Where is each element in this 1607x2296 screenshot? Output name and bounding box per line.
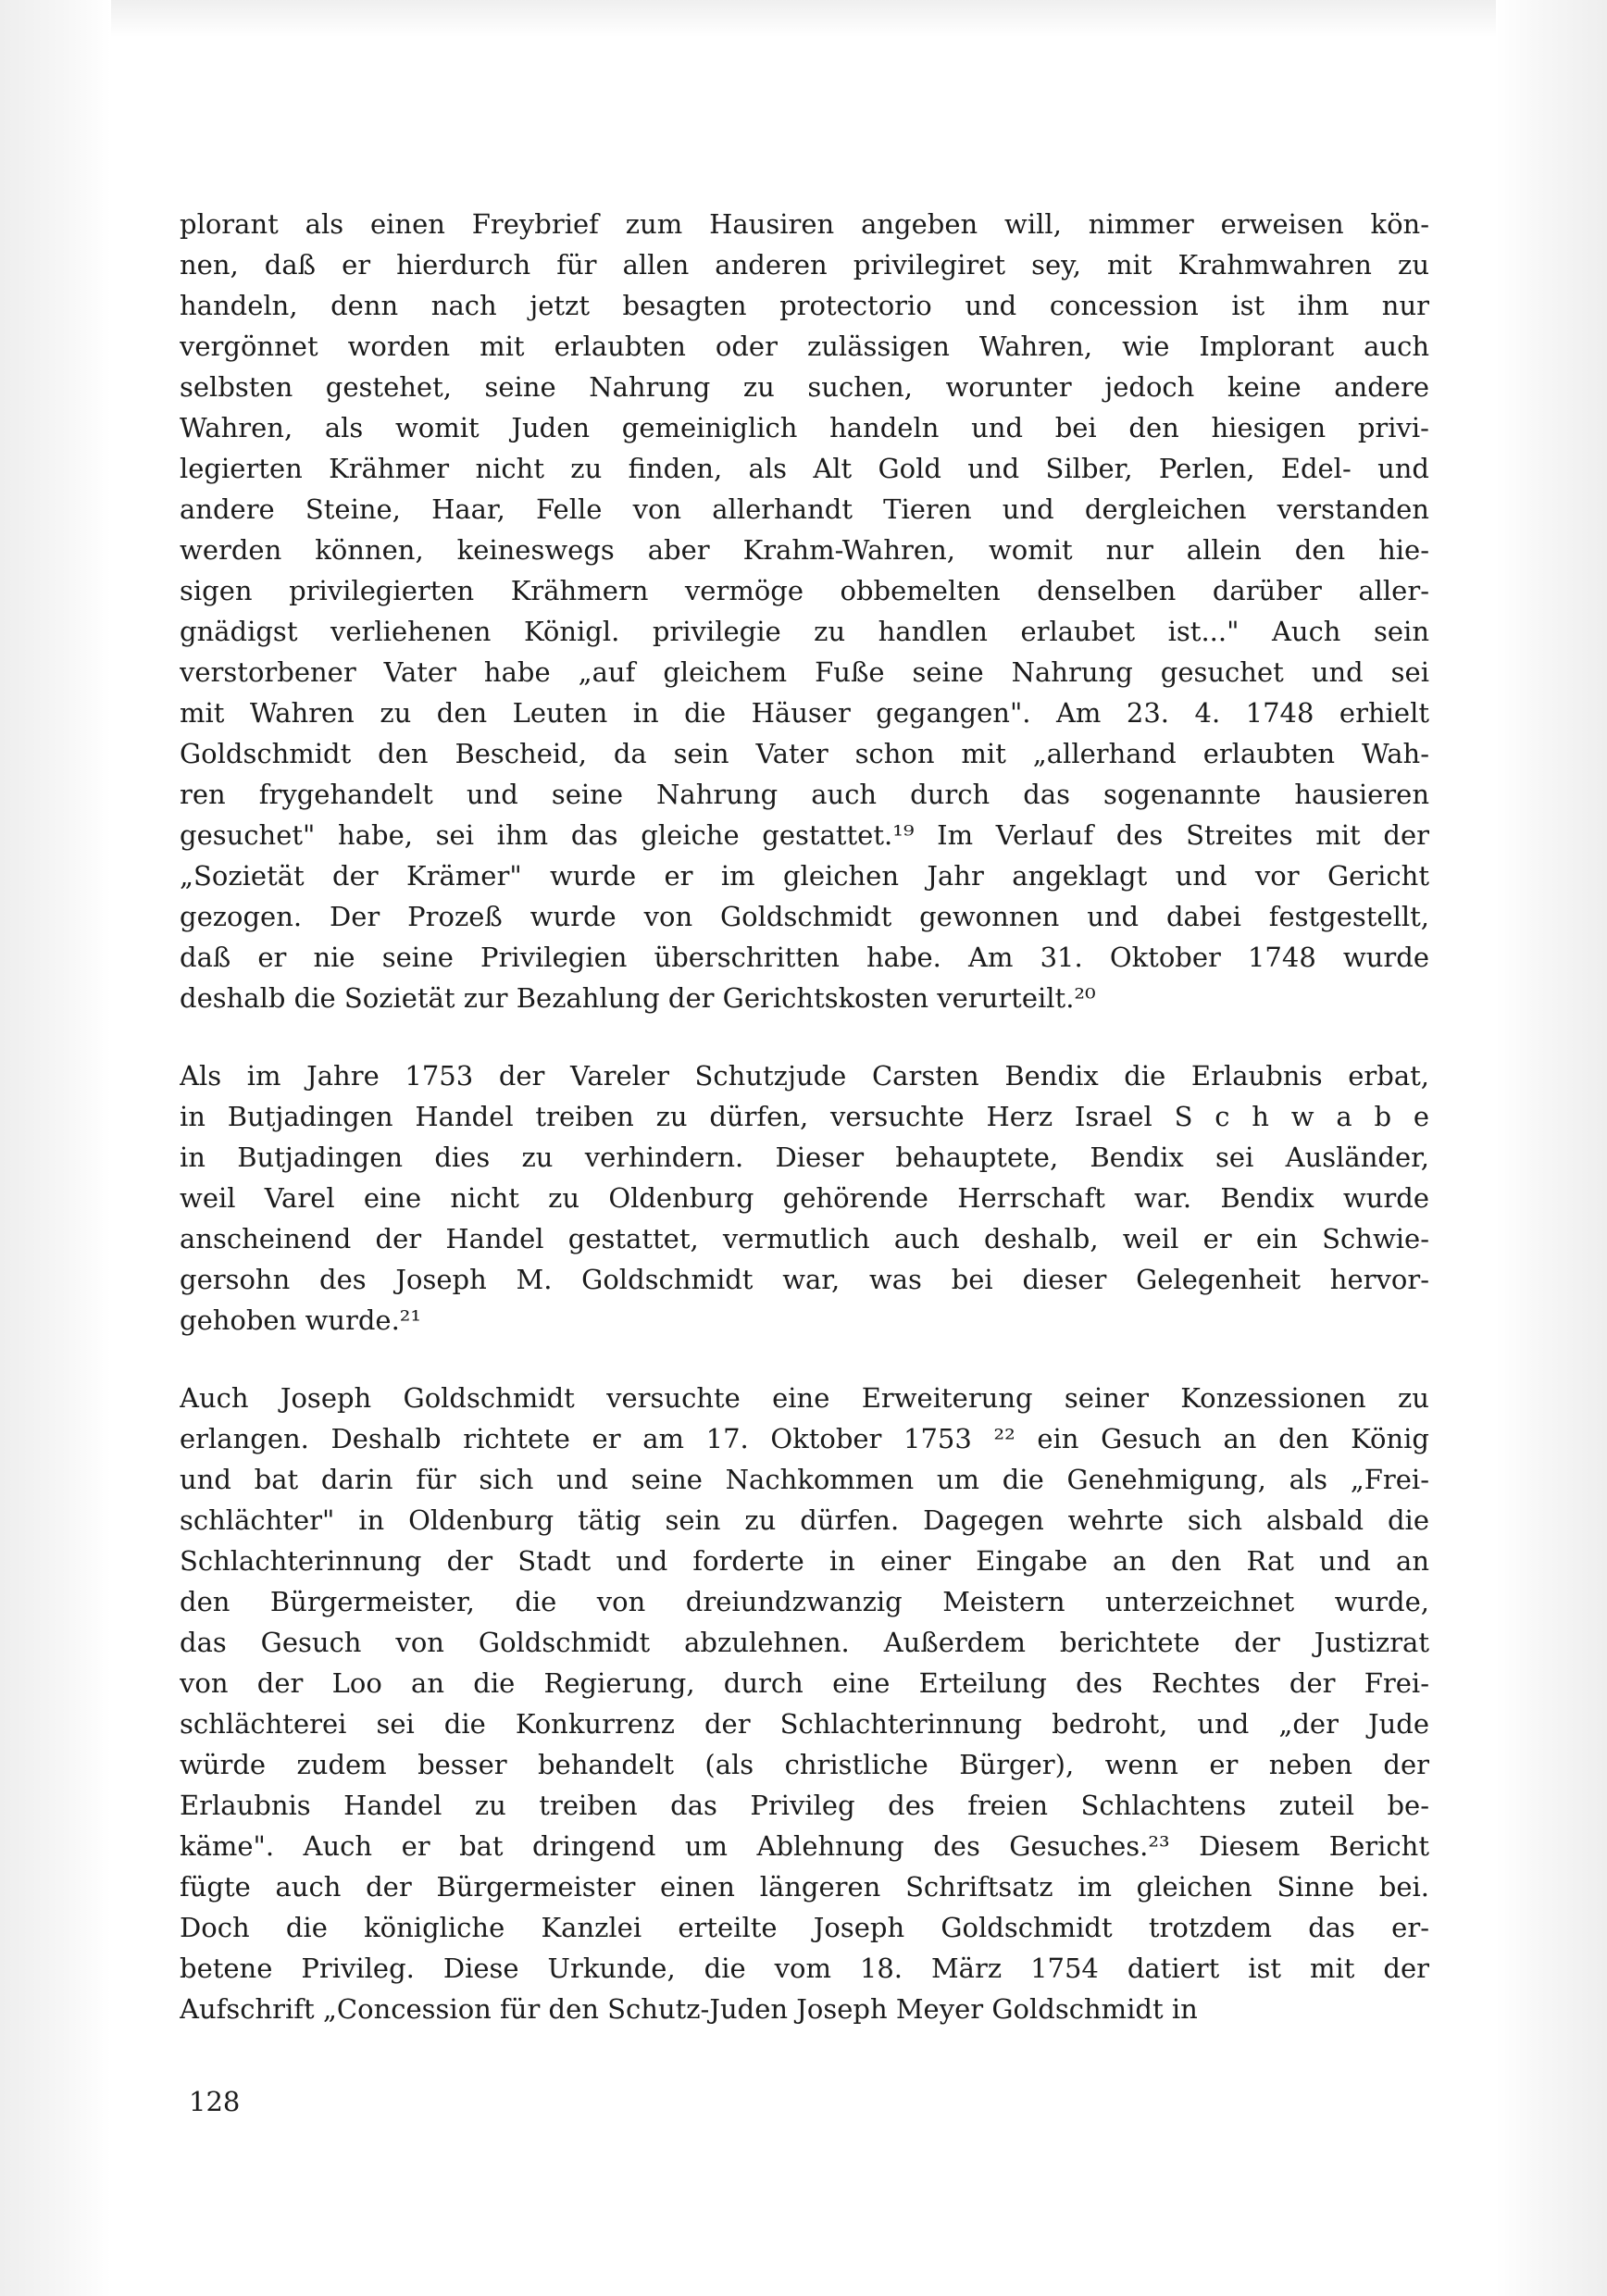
page-body xyxy=(180,204,1429,2066)
text-line: verstorbener Vater habe „auf gleichem Fuße seine Nahrung gesuchet und sei xyxy=(180,656,1429,688)
scan-shadow-left xyxy=(0,0,111,2296)
paragraph xyxy=(180,204,1429,1018)
text-line: gersohn des Joseph M. Goldschmidt war, was bei dieser Gelegenheit hervor- xyxy=(180,1264,1429,1295)
text-line: Doch die königliche Kanzlei erteilte Joseph Goldschmidt trotzdem das er- xyxy=(180,1912,1429,1943)
text-line: Als im Jahre 1753 der Vareler Schutzjude Carsten Bendix die Erlaubnis erbat, xyxy=(180,1060,1429,1092)
text-line: in Butjadingen dies zu verhindern. Dieser behauptete, Bendix sei Ausländer, xyxy=(180,1142,1429,1173)
text-line: schlächter" in Oldenburg tätig sein zu dürfen. Dagegen wehrte sich alsbald die xyxy=(180,1504,1429,1536)
text-line: mit Wahren zu den Leuten in die Häuser gegangen". Am 23. 4. 1748 erhielt xyxy=(180,697,1429,729)
text-line: anscheinend der Handel gestattet, vermutlich auch deshalb, weil er ein Schwie- xyxy=(180,1223,1429,1254)
text-line: würde zudem besser behandelt (als christliche Bürger), wenn er neben der xyxy=(180,1749,1429,1780)
text-line: daß er nie seine Privilegien überschritten habe. Am 31. Oktober 1748 wurde xyxy=(180,942,1429,973)
text-line: den Bürgermeister, die von dreiundzwanzig Meistern unterzeichnet wurde, xyxy=(180,1586,1429,1617)
text-line: Goldschmidt den Bescheid, da sein Vater schon mit „allerhand erlaubten Wah- xyxy=(180,738,1429,769)
text-line: handeln, denn nach jetzt besagten protectorio und concession ist ihm nur xyxy=(180,290,1429,321)
text-line: Erlaubnis Handel zu treiben das Privileg des freien Schlachtens zuteil be- xyxy=(180,1790,1429,1821)
text-line: das Gesuch von Goldschmidt abzulehnen. Außerdem berichtete der Justizrat xyxy=(180,1627,1429,1658)
paragraph xyxy=(180,1378,1429,2029)
text-line: weil Varel eine nicht zu Oldenburg gehörende Herrschaft war. Bendix wurde xyxy=(180,1182,1429,1214)
text-line: schlächterei sei die Konkurrenz der Schlachterinnung bedroht, und „der Jude xyxy=(180,1708,1429,1740)
text-line: gesuchet" habe, sei ihm das gleiche gestattet.¹⁹ Im Verlauf des Streites mit der xyxy=(180,819,1429,851)
text-line: nen, daß er hierdurch für allen anderen privilegiret sey, mit Krahmwahren zu xyxy=(180,249,1429,281)
page-number: 128 xyxy=(189,2086,241,2117)
text-line: plorant als einen Freybrief zum Hausiren angeben will, nimmer erweisen kön- xyxy=(180,208,1429,240)
scan-shadow-right xyxy=(1496,0,1607,2296)
text-line: werden können, keineswegs aber Krahm-Wahren, womit nur allein den hie- xyxy=(180,534,1429,566)
text-line: von der Loo an die Regierung, durch eine Erteilung des Rechtes der Frei- xyxy=(180,1667,1429,1699)
text-line: Wahren, als womit Juden gemeiniglich handeln und bei den hiesigen privi- xyxy=(180,412,1429,443)
text-line: gnädigst verliehenen Königl. privilegie zu handlen erlaubet ist..." Auch sein xyxy=(180,616,1429,647)
paragraph xyxy=(180,1055,1429,1341)
text-line: ren frygehandelt und seine Nahrung auch durch das sogenannte hausieren xyxy=(180,779,1429,810)
text-line: käme". Auch er bat dringend um Ablehnung des Gesuches.²³ Diesem Bericht xyxy=(180,1830,1429,1862)
text-line: Schlachterinnung der Stadt und forderte in einer Eingabe an den Rat und an xyxy=(180,1545,1429,1577)
text-line: vergönnet worden mit erlaubten oder zulässigen Wahren, wie Implorant auch xyxy=(180,331,1429,362)
text-line: gezogen. Der Prozeß wurde von Goldschmidt gewonnen und dabei festgestellt, xyxy=(180,901,1429,932)
scan-shadow-top xyxy=(0,0,1607,37)
text-line: „Sozietät der Krämer" wurde er im gleichen Jahr angeklagt und vor Gericht xyxy=(180,860,1429,892)
text-line: betene Privileg. Diese Urkunde, die vom 18. März 1754 datiert ist mit der xyxy=(180,1953,1429,1984)
text-line: Auch Joseph Goldschmidt versuchte eine Erweiterung seiner Konzessionen zu xyxy=(180,1382,1429,1414)
text-line: Aufschrift „Concession für den Schutz-Juden Joseph Meyer Goldschmidt in xyxy=(180,1993,1198,2025)
text-line: legierten Krähmer nicht zu finden, als Alt Gold und Silber, Perlen, Edel- und xyxy=(180,453,1429,484)
text-line: andere Steine, Haar, Felle von allerhandt Tieren und dergleichen verstanden xyxy=(180,493,1429,525)
text-line: fügte auch der Bürgermeister einen längeren Schriftsatz im gleichen Sinne bei. xyxy=(180,1871,1429,1903)
text-line: gehoben wurde.²¹ xyxy=(180,1304,422,1336)
text-line: in Butjadingen Handel treiben zu dürfen, versuchte Herz Israel S c h w a b e xyxy=(180,1101,1429,1132)
text-line: sigen privilegierten Krähmern vermöge obbemelten denselben darüber aller- xyxy=(180,575,1429,606)
text-line: erlangen. Deshalb richtete er am 17. Oktober 1753 ²² ein Gesuch an den König xyxy=(180,1423,1429,1454)
text-line: und bat darin für sich und seine Nachkommen um die Genehmigung, als „Frei- xyxy=(180,1464,1429,1495)
text-line: selbsten gestehet, seine Nahrung zu suchen, worunter jedoch keine andere xyxy=(180,371,1429,403)
text-line: deshalb die Sozietät zur Bezahlung der Gerichtskosten verurteilt.²⁰ xyxy=(180,982,1096,1014)
